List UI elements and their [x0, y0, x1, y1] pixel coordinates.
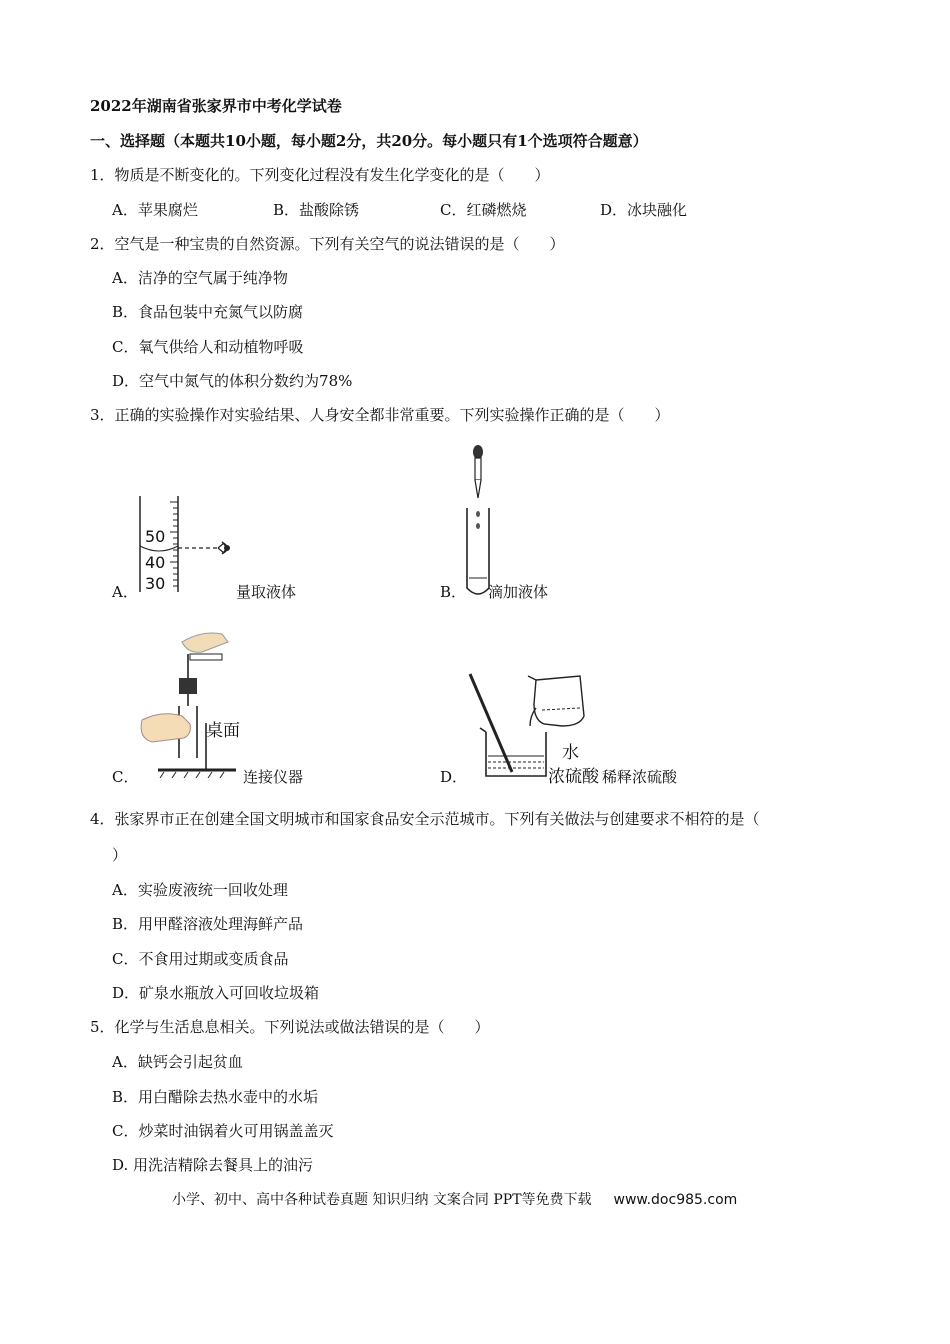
q2-option-a: A．洁净的空气属于纯净物	[112, 269, 288, 287]
q5-option-c: C．炒菜时油锅着火可用锅盖盖灭	[112, 1122, 334, 1140]
q3-stem: 3．正确的实验操作对实验结果、人身安全都非常重要。下列实验操作正确的是（ ）	[90, 406, 670, 424]
q4-option-a: A．实验废液统一回收处理	[112, 881, 288, 899]
page-footer	[172, 1190, 737, 1210]
q1-stem: 1．物质是不断变化的。下列变化过程没有发生化学变化的是（ ）	[90, 166, 550, 184]
tick-label-40: 40	[145, 553, 166, 572]
footer-text: 小学、初中、高中各种试卷真题 知识归纳 文案合同 PPT等免费下载	[172, 1192, 592, 1208]
q4-stem: 4．张家界市正在创建全国文明城市和国家食品安全示范城市。下列有关做法与创建要求不相符的是（	[90, 810, 760, 828]
q1-option-b: B．盐酸除锈	[273, 201, 360, 219]
q3-figure-a-letter: A．	[112, 583, 138, 601]
q3-figure-c-letter: C．	[112, 768, 139, 786]
q2-stem: 2．空气是一种宝贵的自然资源。下列有关空气的说法错误的是（ ）	[90, 235, 565, 253]
connect-apparatus-figure	[132, 628, 252, 778]
q4-option-c: C．不食用过期或变质食品	[112, 950, 289, 968]
q2-option-b: B．食品包装中充氮气以防腐	[112, 303, 304, 321]
q3-figure-d-caption: 稀释浓硫酸	[602, 768, 678, 786]
q3-figure-d-letter: D．	[440, 768, 468, 786]
dropper-test-tube-figure	[460, 442, 496, 602]
q5-option-a: A．缺钙会引起贫血	[112, 1053, 243, 1071]
section-heading: 一、选择题（本题共10小题，每小题2分，共20分。每小题只有1个选项符合题意）	[90, 132, 648, 150]
q2-option-d: D．空气中氮气的体积分数约为78%	[112, 372, 353, 390]
q1-option-c: C．红磷燃烧	[440, 201, 527, 219]
footer-url[interactable]: www.doc985.com	[613, 1192, 738, 1208]
q5-option-d: D. 用洗洁精除去餐具上的油污	[112, 1156, 314, 1174]
q4-option-d: D．矿泉水瓶放入可回收垃圾箱	[112, 984, 320, 1002]
water-label: 水	[562, 743, 579, 763]
q1-option-a: A．苹果腐烂	[112, 201, 198, 219]
q3-figure-b-letter: B．	[440, 583, 467, 601]
q3-figure-a-caption: 量取液体	[236, 583, 297, 601]
concentrated-acid-label: 浓硫酸	[548, 767, 599, 787]
exam-title: 2022年湖南省张家界市中考化学试卷	[90, 97, 342, 115]
q3-figure-c-caption: 连接仪器	[243, 768, 304, 786]
q5-option-b: B．用白醋除去热水壶中的水垢	[112, 1088, 319, 1106]
table-surface-label: 桌面	[206, 721, 240, 741]
q5-stem: 5．化学与生活息息相关。下列说法或做法错误的是（ ）	[90, 1018, 490, 1036]
q4-stem-continued: ）	[112, 846, 128, 864]
q4-option-b: B．用甲醛溶液处理海鲜产品	[112, 915, 304, 933]
q3-figure-b-caption: 滴加液体	[488, 583, 549, 601]
tick-label-50: 50	[145, 527, 166, 546]
q2-option-c: C．氧气供给人和动植物呼吸	[112, 338, 304, 356]
q1-option-d: D．冰块融化	[600, 201, 688, 219]
tick-label-30: 30	[145, 574, 166, 593]
